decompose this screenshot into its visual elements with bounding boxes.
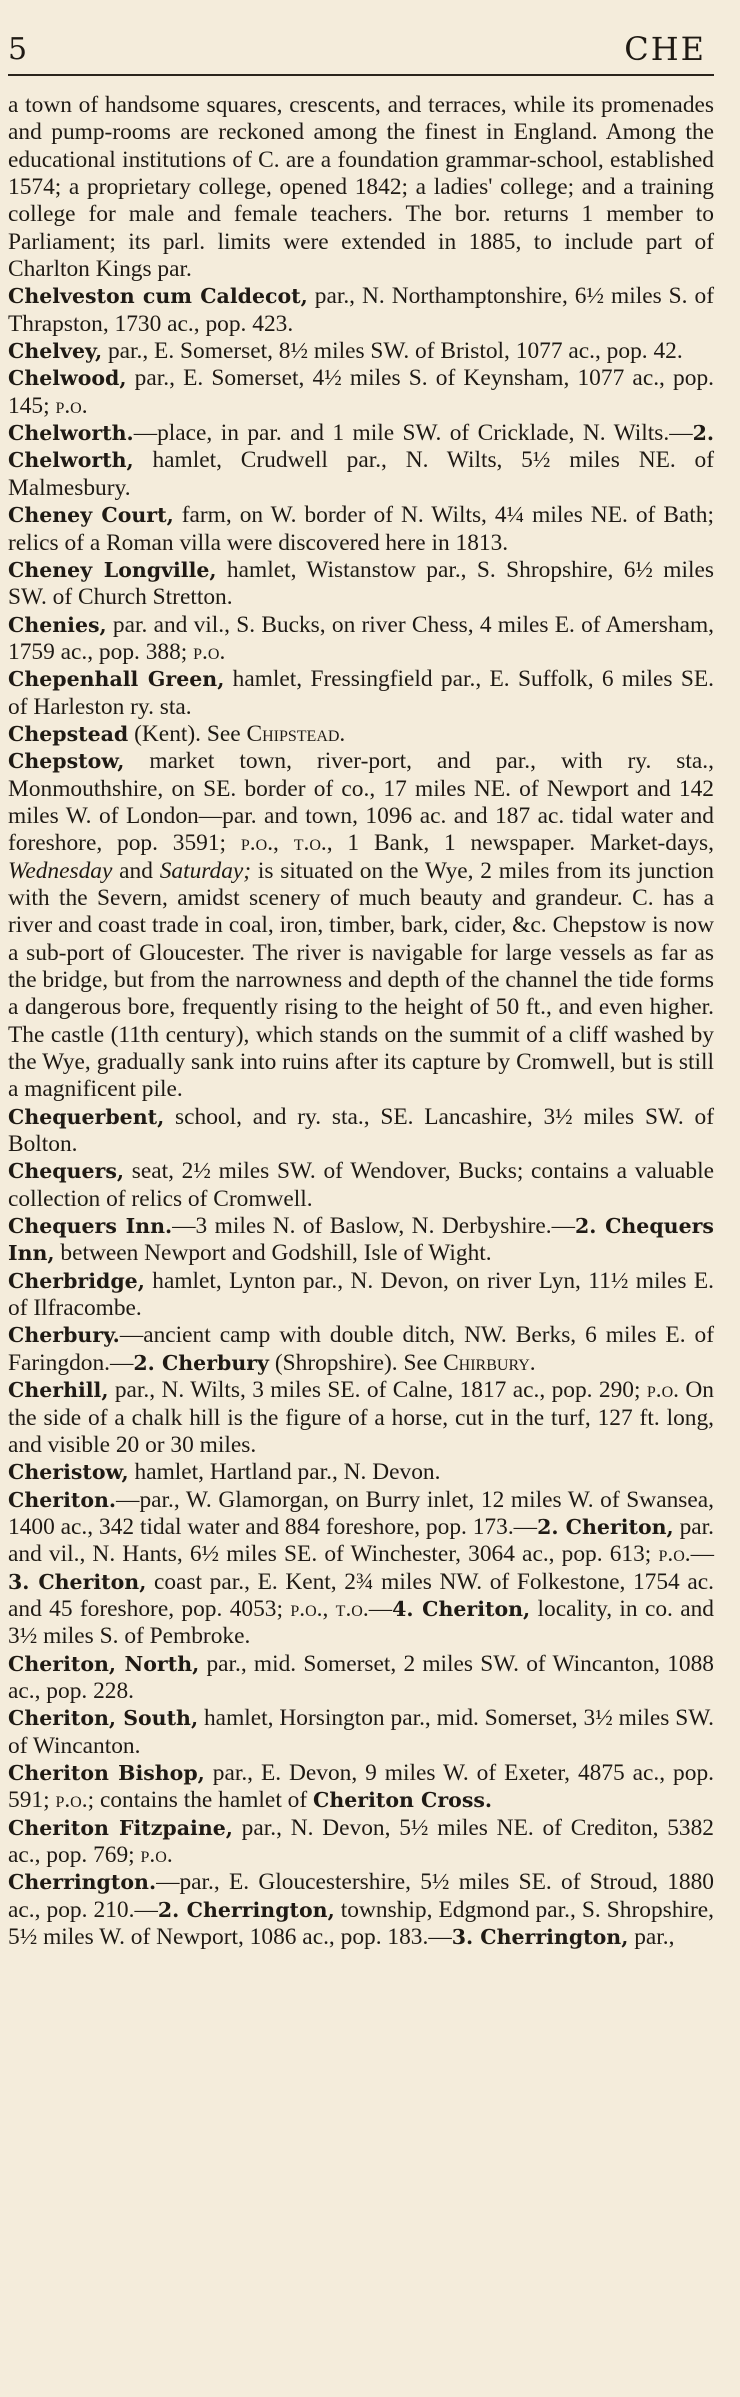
headword: Cheriton. [8,1487,117,1512]
gazetteer-entry [8,666,714,721]
gazetteer-entry [8,365,714,420]
headword: Cheriton, North, [8,1651,200,1676]
italic-text: Wednesday [8,857,113,884]
headword: Chequerbent, [8,1104,165,1129]
gazetteer-entry [8,612,714,667]
entry-text: — [690,1541,714,1568]
entry-text: par., [628,1924,675,1951]
headword: Chepstow, [8,749,125,774]
entry-text: hamlet, Horsington par., mid. Somerset, 3½ miles SW. of Wincanton. [8,1705,714,1759]
headword: Cheney Longville, [8,557,217,582]
entry-text: (Shropshire). See [268,1349,444,1376]
small-caps-text: p.o., t.o., [240,830,333,857]
gazetteer-entry [8,338,714,365]
headword: Cherhill, [8,1378,109,1403]
headword: Cheriton Bishop, [8,1760,205,1785]
entry-text: township, Edgmond par., S. Shropshire, 5½ miles W. of Newport, 1086 ac., pop. 183.— [8,1896,714,1951]
entry-text: hamlet, Wistanstow par., S. Shropshire, 6½ miles SW. of Church Stretton. [8,556,714,611]
small-caps-text: p.o. [55,1787,88,1814]
headword: Chelvey, [8,339,103,364]
headword: 2. Cherrington, [157,1897,335,1922]
gazetteer-entry [8,721,714,748]
page-header [8,30,714,76]
entry-text: par., mid. Somerset, 2 miles SW. of Wincanton, 1088 ac., pop. 228. [8,1650,714,1704]
headword: Chequers Inn. [8,1214,173,1239]
entry-text: —par., E. Gloucestershire, 5½ miles SE. of Stroud, 1880 ac., pop. 210.— [8,1869,714,1923]
gazetteer-entry [8,1322,714,1377]
entry-text: par., N. Devon, 5½ miles NE. of Crediton, 5382 ac., pop. 769; [8,1814,714,1868]
headword: Cherbridge, [8,1268,145,1293]
gazetteer-entry [8,1104,714,1159]
small-caps-text: p.o. [646,1377,680,1404]
small-caps-text: p.o. [140,1842,173,1868]
entry-text: par., N. Wilts, 3 miles SE. of Calne, 1817 ac., pop. 290; [108,1377,647,1404]
gazetteer-entry [8,283,714,338]
headword: Chepstead [8,721,129,746]
entry-text: hamlet, Crudwell par., N. Wilts, 5½ miles NE. of Malmesbury. [8,447,714,501]
entry-text: par., E. Somerset, 8½ miles SW. of Bristol, 1077 ac., pop. 42. [102,338,683,365]
gazetteer-entry [8,557,714,612]
headword: 4. Cheriton, [392,1596,531,1621]
entry-text: farm, on W. border of N. Wilts, 4¼ miles NE. of Bath; relics of a Roman villa were discovered here in 1813. [8,502,714,556]
entry-continuation [8,92,714,283]
headword: Cheriton Cross. [313,1788,493,1813]
gazetteer-entry [8,1869,714,1951]
entry-text: par., E. Somerset, 4½ miles S. of Keynsham, 1077 ac., pop. 145; [8,365,714,419]
entry-text: —ancient camp with double ditch, NW. Berks, 6 miles E. of Faringdon.— [8,1322,714,1376]
entry-text: —par., W. Glamorgan, on Burry inlet, 12 miles W. of Swansea, 1400 ac., 342 tidal water and 884 foreshore, pop. 173.— [8,1486,714,1540]
headword: Cheriton Fitzpaine, [8,1815,233,1840]
headword: Cheney Court, [8,503,174,528]
gazetteer-entry [8,1487,714,1651]
gazetteer-entry [8,1268,714,1323]
small-caps-text: p.o. [55,392,88,419]
gazetteer-entry [8,502,714,557]
entry-text: —3 miles N. of Baslow, N. Derbyshire.— [172,1213,575,1240]
entry-text: between Newport and Godshill, Isle of Wight. [54,1240,492,1267]
headword: Chelworth. [8,421,134,446]
entry-text: market town, river-port, and par., with ry. sta., Monmouthshire, on SE. border of co., 17 miles NE. of Newport and 142 miles W. of London—par. and town, 1096 ac. and 187 ac. tidal water and foreshore, pop. 3591; [8,748,714,857]
entry-text: school, and ry. sta., SE. Lancashire, 3½ miles SW. of Bolton. [8,1103,714,1158]
entry-text: hamlet, Fressingfield par., E. Suffolk, 6 miles SE. of Harleston ry. sta. [8,666,714,720]
entry-text: seat, 2½ miles SW. of Wendover, Bucks; contains a valuable collection of relics of Cromwell. [8,1158,714,1212]
headword: Cherbury. [8,1323,120,1348]
entry-text: par. and vil., N. Hants, 6½ miles SE. of Winchester, 3064 ac., pop. 613; [8,1513,714,1568]
small-caps-text: p.o., t.o. [290,1595,369,1622]
entry-text: (Kent). See [128,720,247,747]
gazetteer-entry [8,1705,714,1760]
gazetteer-entry [8,420,714,502]
small-caps-text: p.o. [658,1541,691,1568]
entry-text: par., N. Northamptonshire, 6½ miles S. of Thrapston, 1730 ac., pop. 423. [8,283,714,337]
entry-text: is situated on the Wye, 2 miles from its junction with the Severn, amidst scenery of much beauty and grandeur. C. has a river and coast trade in coal, iron, timber, bark, cider, &c. Chepstow is now a sub-port of Gloucester. The river is navigable for large vessels as far as the bridge, but from the narrowness and depth of the channel the tide forms a dangerous bore, frequently rising to the height of 50 ft., and even higher. The castle (11th century), which stands on the summit of a cliff washed by the Wye, gradually sank into ruins after its capture by Cromwell, but is still a magnificent pile. [8,857,715,1103]
page-number: 5 [8,32,28,67]
gazetteer-entry [8,1459,714,1486]
gazetteer-entry [8,1651,714,1706]
gazetteer-entry [8,748,714,1103]
headword: 2. Chelworth, [8,421,714,473]
small-caps-text: p.o. [193,638,226,665]
small-caps-text: Chirbury. [443,1349,536,1376]
headword: 2. Cherbury [133,1350,269,1375]
gazetteer-entry [8,1815,714,1870]
headword: Cheriton, South, [8,1706,199,1731]
entry-text: locality, in co. and 3½ miles S. of Pembroke. [8,1595,714,1650]
italic-text: Saturday; [159,857,252,884]
headword: Chelwood, [8,366,127,391]
entry-text: On the side of a chalk hill is the figure of a horse, cut in the turf, 127 ft. long, and visible 20 or 30 miles. [8,1377,715,1458]
headword: 2. Chequers Inn, [8,1214,714,1266]
entry-text: coast par., E. Kent, 2¾ miles NW. of Folkestone, 1754 ac. and 45 foreshore, pop. 4053; [8,1568,714,1622]
gazetteer-entry [8,1377,714,1459]
headword: Cheristow, [8,1460,129,1485]
running-head: CHE [624,30,706,68]
entry-text: par. and vil., S. Bucks, on river Chess, 4 miles E. of Amersham, 1759 ac., pop. 388; [8,611,714,665]
headword: Cherrington. [8,1870,157,1895]
headword: 3. Cherrington, [451,1925,629,1950]
entry-text: hamlet, Hartland par., N. Devon. [128,1459,441,1486]
gazetteer-entry [8,1760,714,1815]
entry-text: and [112,857,160,884]
entry-text: — [368,1595,393,1622]
entry-text: a town of handsome squares, crescents, and terraces, while its promenades and pump-rooms are reckoned among the finest in England. Among the educational institutions of C. are a foundation grammar-school, established 1574; a proprietary college, opened 1842; a ladies' college; and a training college for male and female teachers. The bor. returns 1 member to Parliament; its parl. limits were extended in 1885, to include part of Charlton Kings par. [8,92,714,283]
gazetteer-entry [8,1213,714,1268]
entry-text: par., E. Devon, 9 miles W. of Exeter, 4875 ac., pop. 591; [8,1759,714,1814]
headword: Chequers, [8,1159,125,1184]
headword: 3. Cheriton, [8,1569,147,1594]
entries-column [8,92,714,1951]
entry-text: hamlet, Lynton par., N. Devon, on river Lyn, 11½ miles E. of Ilfracombe. [8,1267,714,1322]
headword: 2. Cheriton, [537,1514,674,1539]
headword: Chepenhall Green, [8,667,225,692]
entry-text: —place, in par. and 1 mile SW. of Cricklade, N. Wilts.— [133,420,693,447]
entry-text: ; contains the hamlet of [87,1787,313,1814]
gazetteer-entry [8,1158,714,1213]
entry-text: 1 Bank, 1 newspaper. Market-days, [332,830,714,857]
headword: Chelveston cum Caldecot, [8,284,308,309]
small-caps-text: Chipstead. [246,720,346,747]
headword: Chenies, [8,612,107,637]
